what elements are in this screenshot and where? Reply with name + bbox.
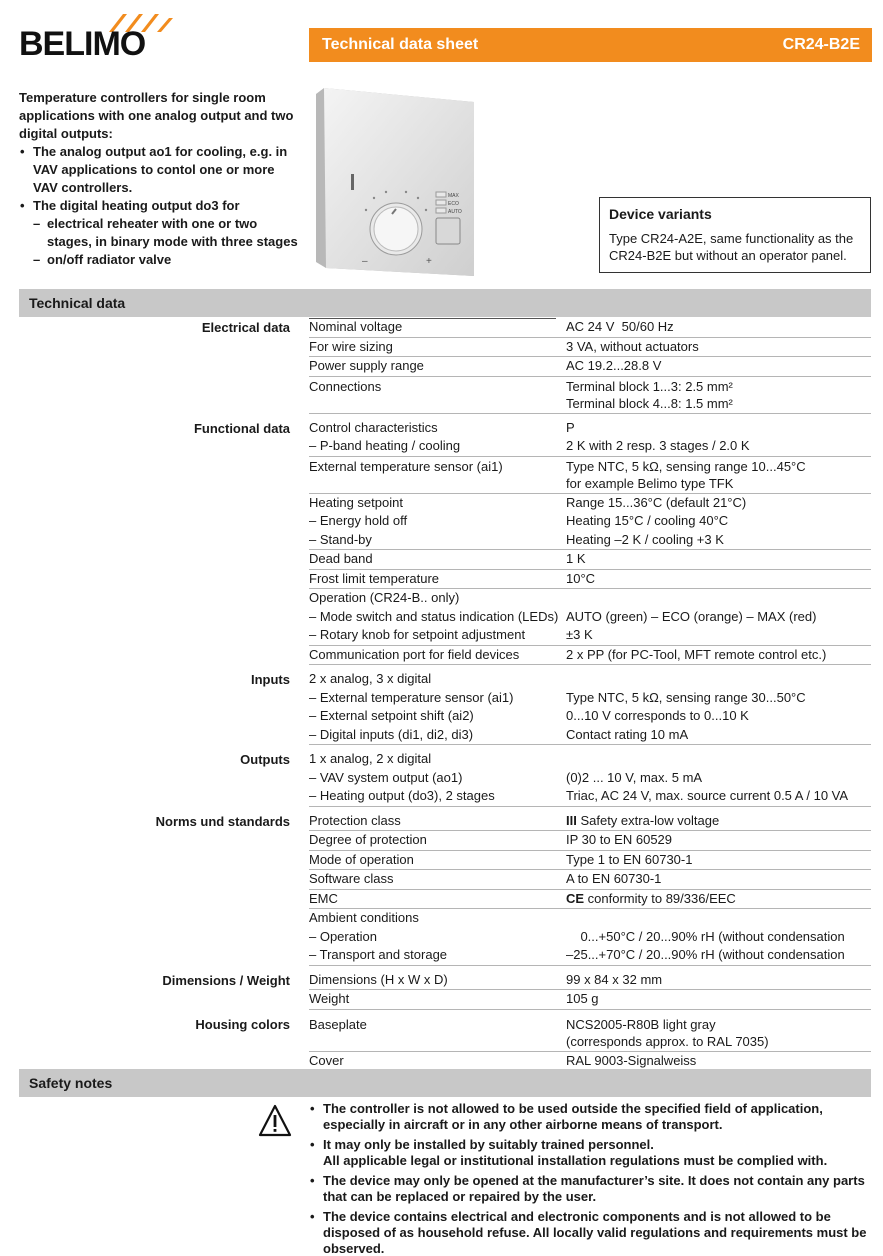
spec-key: Operation (CR24-B.. only) [309, 590, 460, 605]
spec-value: 0...10 V corresponds to 0...10 K [566, 708, 749, 723]
spec-key: Mode of operation [309, 851, 414, 867]
spec-value-line: Type NTC, 5 kΩ, sensing range 10...45°C [566, 458, 806, 474]
spec-group-label: Electrical data [201, 320, 290, 335]
spec-key: – Transport and storage [309, 947, 448, 962]
spec-row [309, 870, 871, 890]
spec-key: Software class [309, 871, 394, 886]
spec-value: ±3 K [566, 627, 593, 642]
spec-value: –25...+70°C / 20...90% rH (without condensation [566, 947, 845, 962]
spec-group-label: Functional data [193, 420, 290, 436]
spec-row [309, 550, 871, 570]
spec-group-label: Outputs [240, 752, 290, 767]
intro-bullet: – on/off radiator valve [19, 251, 299, 269]
spec-row [309, 419, 871, 438]
svg-text:+: + [426, 256, 432, 267]
spec-value-line: NCS2005-R80B light gray [566, 1016, 716, 1032]
spec-row [309, 608, 871, 627]
spec-key: – Heating output (do3), 2 stages [309, 788, 495, 803]
spec-value: Heating –2 K / cooling +3 K [566, 531, 724, 547]
spec-key: – External temperature sensor (ai1) [309, 689, 514, 705]
spec-value: 105 g [566, 991, 599, 1006]
svg-text:ECO: ECO [448, 201, 459, 207]
technical-data-heading: Technical data [19, 289, 871, 317]
spec-value [566, 890, 871, 909]
spec-key: External temperature sensor (ai1) [309, 458, 503, 474]
spec-value-text: conformity to 89/336/EEC [584, 890, 736, 906]
spec-value: 2 x PP (for PC-Tool, MFT remote control etc.) [566, 646, 827, 662]
spec-value: IP 30 to EN 60529 [566, 832, 673, 847]
spec-key: Ambient conditions [309, 910, 419, 925]
spec-group [19, 812, 871, 966]
spec-row [309, 769, 871, 788]
spec-row [309, 357, 871, 377]
spec-value [566, 589, 871, 608]
spec-group-label: Housing colors [195, 1016, 290, 1032]
spec-key: – Stand-by [309, 531, 372, 547]
spec-row [309, 689, 871, 708]
safety-notes-heading: Safety notes [19, 1069, 871, 1097]
intro-bullet: • The digital heating output do3 for [19, 197, 299, 215]
spec-group-label: Dimensions / Weight [162, 972, 290, 988]
brand-name: BELIMO [19, 25, 146, 63]
spec-value: Type NTC, 5 kΩ, sensing range 30...50°C [566, 689, 806, 705]
header-bar [309, 28, 872, 62]
svg-text:AUTO: AUTO [448, 209, 462, 215]
spec-key: – Mode switch and status indication (LEDs) [309, 608, 559, 624]
spec-row [309, 646, 871, 666]
spec-value [566, 750, 871, 769]
spec-row [309, 787, 871, 807]
spec-key: EMC [309, 890, 338, 906]
spec-key: 2 x analog, 3 x digital [309, 671, 432, 686]
spec-key: Baseplate [309, 1016, 367, 1032]
spec-value: Contact rating 10 mA [566, 726, 689, 742]
svg-text:MAX: MAX [448, 193, 459, 199]
spec-value: Type 1 to EN 60730-1 [566, 851, 693, 867]
spec-row [309, 990, 871, 1010]
spec-value: Range 15...36°C (default 21°C) [566, 494, 747, 510]
spec-value: RAL 9003-Signalweiss [566, 1052, 697, 1068]
spec-row [309, 570, 871, 590]
spec-row [309, 707, 871, 726]
spec-key: Degree of protection [309, 832, 427, 847]
svg-text:–: – [362, 256, 368, 267]
spec-key: Power supply range [309, 358, 424, 373]
spec-row [309, 494, 871, 513]
spec-key: Protection class [309, 812, 401, 828]
spec-group [19, 750, 871, 807]
spec-value-line: Terminal block 4...8: 1.5 mm² [566, 395, 733, 411]
safety-notes-list [309, 1101, 871, 1256]
spec-key: – Energy hold off [309, 513, 408, 528]
spec-value: P [566, 419, 575, 435]
spec-row [309, 726, 871, 746]
spec-key: – Rotary knob for setpoint adjustment [309, 627, 526, 642]
spec-value: AC 19.2...28.8 V [566, 358, 662, 373]
spec-group [19, 419, 871, 666]
page-title: Technical data sheet [322, 36, 479, 53]
safety-note: • The device contains electrical and electronic components and is not allowed to be disposed of as household refuse. All locally valid regulations and requirements must be observed. [309, 1209, 871, 1256]
spec-row [309, 1015, 871, 1052]
spec-group [19, 670, 871, 745]
spec-key: For wire sizing [309, 338, 393, 354]
spec-group [19, 318, 871, 414]
spec-group [19, 1015, 871, 1072]
safety-note: • It may only be installed by suitably trained personnel. All applicable legal or institutional installation regulations must be complied with. [309, 1137, 871, 1169]
spec-value [566, 670, 871, 689]
safety-note: • The device may only be opened at the manufacturer’s site. It does not contain any parts that can be replaced or repaired by the user. [309, 1173, 871, 1205]
warning-icon [258, 1104, 292, 1138]
spec-value-text: Safety extra-low voltage [576, 812, 720, 828]
spec-row [309, 946, 871, 966]
spec-row [309, 457, 871, 494]
spec-row [309, 928, 871, 947]
spec-row [309, 318, 871, 338]
spec-row [309, 971, 871, 991]
spec-row [309, 670, 871, 689]
spec-value: A to EN 60730-1 [566, 871, 662, 886]
model-number: CR24-B2E [782, 36, 860, 53]
spec-row [309, 750, 871, 769]
spec-row [309, 626, 871, 646]
intro-bullet: – electrical reheater with one or two stages, in binary mode with three stages [19, 215, 299, 251]
spec-row [309, 831, 871, 851]
product-image [314, 86, 474, 276]
spec-row [309, 812, 871, 832]
spec-value: AUTO (green) – ECO (orange) – MAX (red) [566, 608, 817, 624]
spec-row [309, 589, 871, 608]
spec-value [566, 457, 871, 493]
table-top-rule [309, 318, 556, 319]
spec-key: Control characteristics [309, 419, 438, 435]
spec-value: 99 x 84 x 32 mm [566, 971, 663, 987]
spec-row [309, 377, 871, 414]
technical-data-table [19, 318, 871, 1071]
device-variants-box [599, 197, 871, 273]
spec-key: – External setpoint shift (ai2) [309, 708, 474, 723]
spec-value: AC 24 V 50/60 Hz [566, 319, 674, 334]
spec-value: 10°C [566, 570, 596, 586]
spec-key: Frost limit temperature [309, 570, 440, 586]
spec-value-mark: III [566, 812, 577, 828]
spec-value-line: (corresponds approx. to RAL 7035) [566, 1033, 769, 1049]
spec-row [309, 909, 871, 928]
spec-group [19, 971, 871, 1010]
spec-key: Weight [309, 991, 350, 1006]
spec-value: 2 K with 2 resp. 3 stages / 2.0 K [566, 438, 750, 453]
belimo-logo [19, 10, 159, 66]
spec-value-mark: CE [566, 890, 585, 906]
spec-row [309, 851, 871, 871]
spec-group-label: Norms und standards [155, 813, 290, 829]
spec-key: Cover [309, 1052, 344, 1068]
spec-row [309, 531, 871, 551]
spec-key: Heating setpoint [309, 494, 403, 510]
variants-text: Type CR24-A2E, same functionality as the CR24-B2E but without an operator panel. [609, 231, 854, 263]
spec-value-line: for example Belimo type TFK [566, 475, 734, 491]
intro-bullet: • The analog output ao1 for cooling, e.g. in VAV applications to contol one or more VAV controllers. [19, 143, 299, 197]
spec-key: Communication port for field devices [309, 646, 520, 662]
intro-bullets [19, 143, 299, 269]
variants-title: Device variants [609, 206, 712, 222]
spec-key: – P-band heating / cooling [309, 438, 461, 453]
intro-text [19, 89, 299, 269]
spec-value: 1 K [566, 551, 586, 566]
spec-key: – VAV system output (ao1) [309, 769, 463, 785]
spec-key: – Digital inputs (di1, di2, di3) [309, 726, 474, 742]
spec-key: Nominal voltage [309, 319, 403, 334]
spec-value: 3 VA, without actuators [566, 338, 699, 354]
spec-row [309, 890, 871, 910]
spec-value: (0)2 ... 10 V, max. 5 mA [566, 769, 703, 785]
spec-key: Dead band [309, 551, 373, 566]
spec-value: 0...+50°C / 20...90% rH (without condensation [566, 928, 845, 944]
spec-value: Heating 15°C / cooling 40°C [566, 513, 729, 528]
spec-value: Triac, AC 24 V, max. source current 0.5 A / 10 VA [566, 788, 849, 803]
spec-group-label: Inputs [251, 672, 290, 687]
spec-key: Connections [309, 378, 382, 394]
spec-row [309, 512, 871, 531]
spec-value [566, 377, 871, 413]
spec-key: Dimensions (H x W x D) [309, 971, 448, 987]
spec-row [309, 338, 871, 358]
intro-lead: Temperature controllers for single room applications with one analog output and two digital outputs: [19, 90, 294, 141]
safety-note: • The controller is not allowed to be used outside the specified field of application, especially in aircraft or in any other airborne means of transport. [309, 1101, 871, 1133]
spec-value [566, 812, 871, 831]
spec-value [566, 1015, 871, 1051]
spec-value-line: Terminal block 1...3: 2.5 mm² [566, 378, 733, 394]
spec-key: 1 x analog, 2 x digital [309, 751, 432, 766]
spec-row [309, 437, 871, 457]
spec-value [566, 909, 871, 928]
spec-key: – Operation [309, 928, 377, 944]
